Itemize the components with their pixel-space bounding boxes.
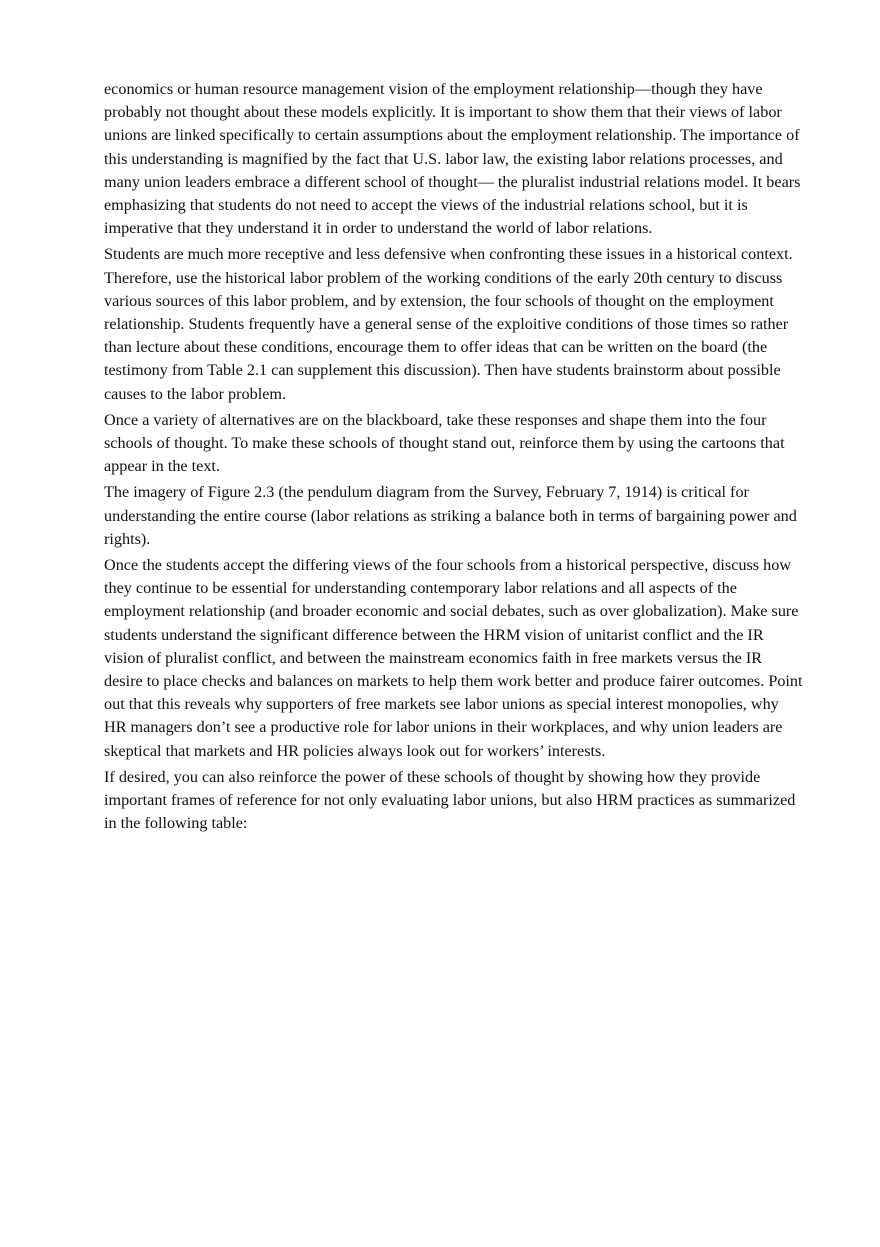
paragraph-historical-context: Students are much more receptive and less defensive when confronting these issues in a historical context. Therefore, use the historical labor problem of the working conditions of the early 20th century to discuss various sources of this labor problem, and by extension, the four schools of thought on the employment relationship. Students frequently have a general sense of the exploitive conditions of those times so rather than lecture about these conditions, encourage them to offer ideas that can be written on the board (the testimony from Table 2.1 can supplement this discussion). Then have students brainstorm about possible causes to the labor problem. (104, 245, 793, 403)
paragraph-table-intro: If desired, you can also reinforce the power of these schools of thought by showing how they provide important frames of reference for not only evaluating labor unions, but also HRM practices as summarized in the following table: (104, 767, 796, 833)
paragraph-contemporary-relevance: Once the students accept the differing views of the four schools from a historical perspective, discuss how they continue to be essential for understanding contemporary labor relations and all aspects of the employment relationship (and broader economic and social debates, such as over globalization). Make sure students understand the significant difference between the HRM vision of unitarist conflict and the IR vision of pluralist conflict, and between the mainstream economics faith in free markets versus the IR desire to place checks and balances on markets to help them work better and produce fairer outcomes. Point out that this reveals why supporters of free markets see labor unions as special interest monopolies, why HR managers don’t see a productive role for labor unions in their workplaces, and why union leaders are skeptical that markets and HR policies always look out for workers’ interests. (104, 556, 803, 760)
paragraph-pendulum-figure: The imagery of Figure 2.3 (the pendulum diagram from the Survey, February 7, 1914) is critical for understanding the entire course (labor relations as striking a balance both in terms of bargaining power and rights). (104, 483, 797, 548)
paragraph-employment-models: economics or human resource management vision of the employment relationship—though they have probably not thought about these models explicitly. It is important to show them that their views of labor unions are linked specifically to certain assumptions about the employment relationship. The importance of this understanding is magnified by the fact that U.S. labor law, the existing labor relations processes, and many union leaders embrace a different school of thought— the pluralist industrial relations model. It bears emphasizing that students do not need to accept the views of the industrial relations school, but it is imperative that they understand it in order to understand the world of labor relations. (104, 80, 801, 238)
document-body (104, 78, 804, 839)
paragraph-four-schools: Once a variety of alternatives are on the blackboard, take these responses and shape them into the four schools of thought. To make these schools of thought stand out, reinforce them by using the cartoons that appear in the text. (104, 410, 785, 476)
